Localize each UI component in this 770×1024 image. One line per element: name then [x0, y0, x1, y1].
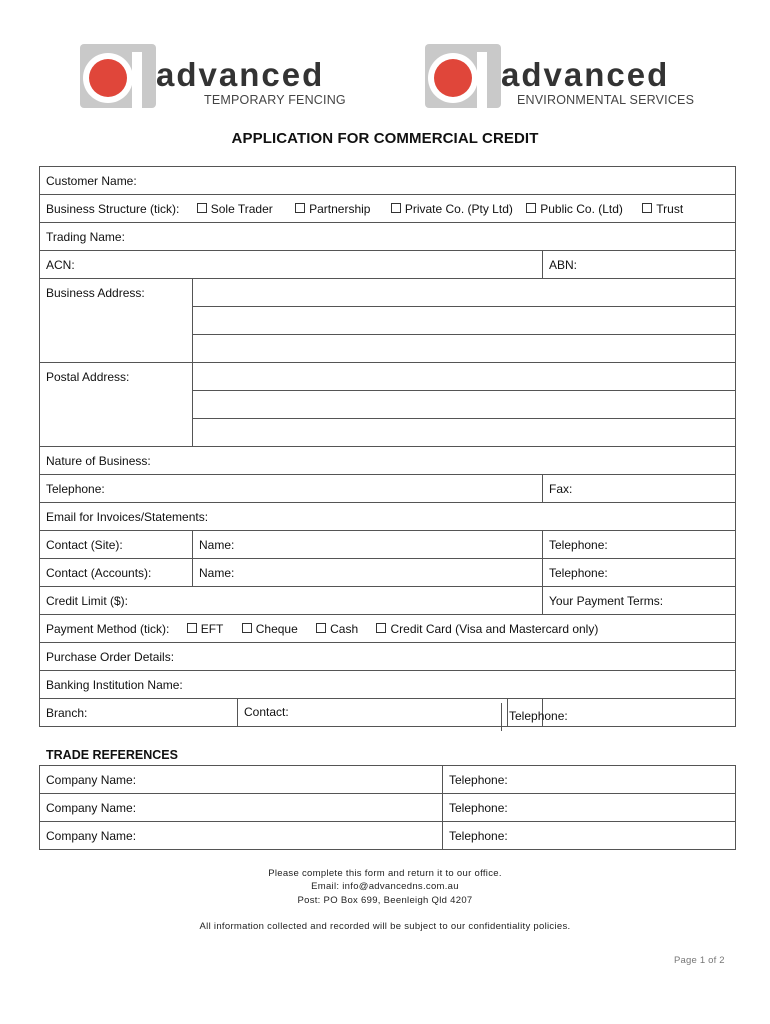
checkbox-icon[interactable] — [197, 203, 207, 213]
row-business-address-1 — [40, 279, 736, 307]
trade-references-heading: TRADE REFERENCES — [46, 748, 178, 762]
row-postal-address-1 — [40, 363, 736, 391]
contact-accounts-telephone-field[interactable]: Telephone: — [543, 559, 736, 587]
footer-instructions: Please complete this form and return it to our office. — [268, 868, 502, 879]
row-branch — [40, 699, 736, 727]
postal-address-line-1[interactable] — [193, 363, 736, 391]
bank-telephone-label: Telephone: — [509, 709, 568, 723]
trade-company-name-field[interactable]: Company Name: — [40, 794, 443, 822]
trade-reference-row — [40, 822, 736, 850]
row-banking-institution — [40, 671, 736, 699]
branch-field[interactable]: Branch: — [40, 699, 238, 727]
row-acn-abn — [40, 251, 736, 279]
nature-of-business-field[interactable]: Nature of Business: — [40, 447, 736, 475]
row-nature-of-business — [40, 447, 736, 475]
logo-mark-icon — [425, 44, 501, 108]
acn-field[interactable]: ACN: — [40, 251, 543, 279]
trade-company-name-field[interactable]: Company Name: — [40, 766, 443, 794]
trade-telephone-field[interactable]: Telephone: — [443, 822, 736, 850]
trade-telephone-field[interactable]: Telephone: — [443, 794, 736, 822]
row-customer-name — [40, 167, 736, 195]
postal-address-line-2[interactable] — [193, 391, 736, 419]
option-private-co[interactable]: Private Co. (Pty Ltd) — [391, 202, 513, 216]
logo-temporary-fencing — [80, 44, 350, 108]
fax-field[interactable]: Fax: — [543, 475, 736, 503]
logo-word: advanced — [156, 56, 325, 93]
checkbox-icon[interactable] — [526, 203, 536, 213]
business-structure-label: Business Structure (tick): — [46, 201, 180, 216]
logo-subtitle: TEMPORARY FENCING — [204, 93, 346, 107]
checkbox-icon[interactable] — [316, 623, 326, 633]
option-public-co[interactable]: Public Co. (Ltd) — [526, 202, 623, 216]
bank-contact-cell: Contact: — [238, 699, 508, 726]
row-business-structure — [40, 195, 736, 223]
trade-reference-row — [40, 794, 736, 822]
contact-field[interactable] — [238, 699, 543, 727]
logo-word: advanced — [501, 56, 670, 93]
checkbox-icon[interactable] — [295, 203, 305, 213]
logo-mark-icon — [80, 44, 156, 108]
checkbox-icon[interactable] — [642, 203, 652, 213]
trading-name-field[interactable]: Trading Name: — [40, 223, 736, 251]
option-partnership[interactable]: Partnership — [295, 202, 370, 216]
contact-site-label: Contact (Site): — [40, 531, 193, 559]
option-cash[interactable]: Cash — [316, 622, 358, 636]
payment-method-field — [40, 615, 736, 643]
trade-reference-row — [40, 766, 736, 794]
postal-address-line-3[interactable] — [193, 419, 736, 447]
contact-site-telephone-field[interactable]: Telephone: — [543, 531, 736, 559]
checkbox-icon[interactable] — [242, 623, 252, 633]
option-sole-trader[interactable]: Sole Trader — [197, 202, 273, 216]
purchase-order-field[interactable]: Purchase Order Details: — [40, 643, 736, 671]
row-payment-method — [40, 615, 736, 643]
business-address-line-3[interactable] — [193, 335, 736, 363]
footer-post: Post: PO Box 699, Beenleigh Qld 4207 — [297, 895, 473, 906]
trade-telephone-field[interactable]: Telephone: — [443, 766, 736, 794]
logo-subtitle: ENVIRONMENTAL SERVICES — [517, 93, 695, 107]
contact-accounts-name-field[interactable]: Name: — [193, 559, 543, 587]
row-purchase-order — [40, 643, 736, 671]
row-contact-site — [40, 531, 736, 559]
payment-terms-field[interactable]: Your Payment Terms: — [543, 587, 736, 615]
telephone-field[interactable]: Telephone: — [40, 475, 543, 503]
payment-method-label: Payment Method (tick): — [46, 621, 170, 636]
option-eft[interactable]: EFT — [187, 622, 224, 636]
row-credit-limit — [40, 587, 736, 615]
row-trading-name — [40, 223, 736, 251]
banking-institution-field[interactable]: Banking Institution Name: — [40, 671, 736, 699]
contact-site-name-field[interactable]: Name: — [193, 531, 543, 559]
option-cheque[interactable]: Cheque — [242, 622, 298, 636]
business-address-line-1[interactable] — [193, 279, 736, 307]
business-structure-field — [40, 195, 736, 223]
logo-environmental-services — [425, 44, 695, 108]
footer-email: Email: info@advancedns.com.au — [311, 881, 459, 892]
abn-field[interactable]: ABN: — [543, 251, 736, 279]
divider — [501, 703, 502, 731]
row-contact-accounts — [40, 559, 736, 587]
option-credit-card[interactable]: Credit Card (Visa and Mastercard only) — [376, 622, 598, 636]
bank-telephone-field[interactable] — [543, 699, 736, 727]
page-title: APPLICATION FOR COMMERCIAL CREDIT — [231, 130, 539, 147]
row-telephone-fax — [40, 475, 736, 503]
checkbox-icon[interactable] — [391, 203, 401, 213]
option-trust[interactable]: Trust — [642, 202, 683, 216]
row-email — [40, 503, 736, 531]
postal-address-label-cell: Postal Address: — [40, 363, 193, 447]
customer-name-field[interactable]: Customer Name: — [40, 167, 736, 195]
credit-application-form — [39, 166, 736, 727]
email-field[interactable]: Email for Invoices/Statements: — [40, 503, 736, 531]
credit-limit-field[interactable]: Credit Limit ($): — [40, 587, 543, 615]
business-address-label-cell: Business Address: — [40, 279, 193, 363]
contact-accounts-label: Contact (Accounts): — [40, 559, 193, 587]
page-number: Page 1 of 2 — [674, 955, 725, 966]
footer-confidentiality: All information collected and recorded will be subject to our confidentiality policies. — [199, 921, 571, 932]
trade-references-table — [39, 765, 736, 850]
trade-company-name-field[interactable]: Company Name: — [40, 822, 443, 850]
checkbox-icon[interactable] — [187, 623, 197, 633]
checkbox-icon[interactable] — [376, 623, 386, 633]
business-address-line-2[interactable] — [193, 307, 736, 335]
